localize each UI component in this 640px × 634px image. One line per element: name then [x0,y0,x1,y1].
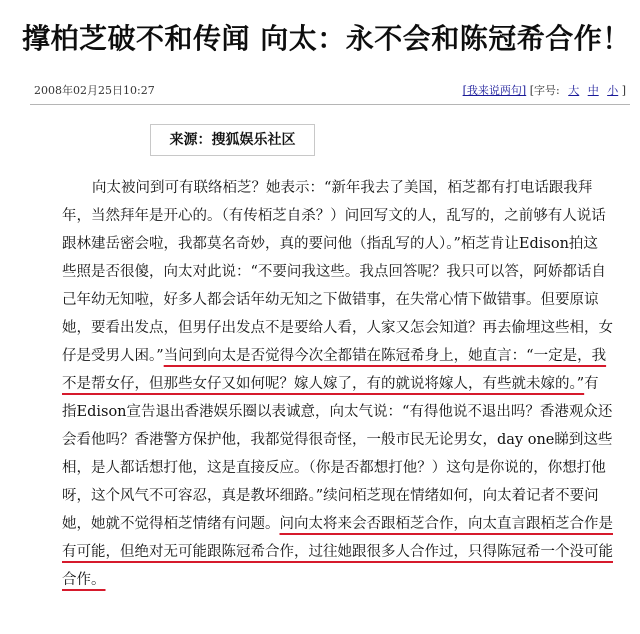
article-line: 相，是人都话想打他，这是直接反应。（你是否都想打他？）这句是你说的，你想打他 [62,460,606,476]
article-line: 年，当然拜年是开心的。（有传栢芝自杀？）问回写文的人，乱写的，之前够有人说话 [62,208,606,224]
article-line-highlighted [62,538,622,566]
article-line: 跟林建岳密会啦，我都莫名奇妙，真的要问他（指乱写的人）。”栢芝肯让Edison拍这 [62,236,598,252]
highlighted-quote: 有可能，但绝对无可能跟陈冠希合作，过往她跟很多人合作过，只得陈冠希一个没可能 [62,544,613,560]
article-line: 会看他吗？香港警方保护他，我都觉得很奇怪，一般市民无论男女，day one睇到这些 [62,432,613,448]
article-body [62,174,622,594]
font-size-small-link[interactable]: 小 [607,84,619,97]
source-box: 来源：搜狐娱乐社区 [150,124,315,156]
article-line-highlighted [62,510,622,538]
highlighted-quote: 问向太将来会否跟栢芝合作，向太直言跟栢芝合作是 [279,516,613,532]
line-prefix: 仔是受男人困。” [62,348,164,364]
highlighted-quote: 合作。 [62,572,106,588]
highlighted-quote: 当问到向太是否觉得今次全都错在陈冠希身上，她直言：“一定是，我 [163,348,607,364]
article-meta-bar [30,82,630,105]
font-size-medium-link[interactable]: 中 [587,84,599,97]
article-line: 些照是否很傻，向太对此说：“不要问我这些。我点回答呢？我只可以答，阿娇都话自 [62,264,606,280]
highlighted-quote: 不是帮女仔，但那些女仔又如何呢？嫁人嫁了，有的就说将嫁人，有些就未嫁的。” [62,376,585,392]
line-prefix: 她，她就不觉得栢芝情绪有问题。 [62,516,280,532]
article-line-highlighted [62,566,622,594]
article-line-highlighted [62,342,622,370]
comment-link[interactable]: [我来说两句] [462,84,527,97]
line-suffix: 有 [584,376,599,392]
font-size-large-link[interactable]: 大 [568,84,580,97]
article-line: 己年幼无知啦，好多人都会话年幼无知之下做错事，在失常心情下做错事。但要原谅 [62,292,599,308]
publish-date: 2008年02月25日10:27 [34,84,155,97]
article-headline: 撑柏芝破不和传闻 向太：永不会和陈冠希合作！ [22,22,631,55]
article-tools [463,82,626,100]
article-line: 指Edison宣告退出香港娱乐圈以表诚意，向太气说：“有得他说不退出吗？香港观众还 [62,404,613,420]
article-line: 向太被问到可有联络栢芝？她表示：“新年我去了美国，栢芝都有打电话跟我拜 [92,180,593,196]
article-line-highlighted [62,370,622,398]
article-line: 呀，这个风气不可容忍，真是教坏细路。”续问栢芝现在情绪如何，向太着记者不要问 [62,488,599,504]
font-size-label: [字号: [529,84,560,97]
article-line: 她，要看出发点，但男仔出发点不是要给人看，人家又怎会知道？再去偷埋这些相，女 [62,320,613,336]
font-size-close-bracket: ] [621,84,626,97]
